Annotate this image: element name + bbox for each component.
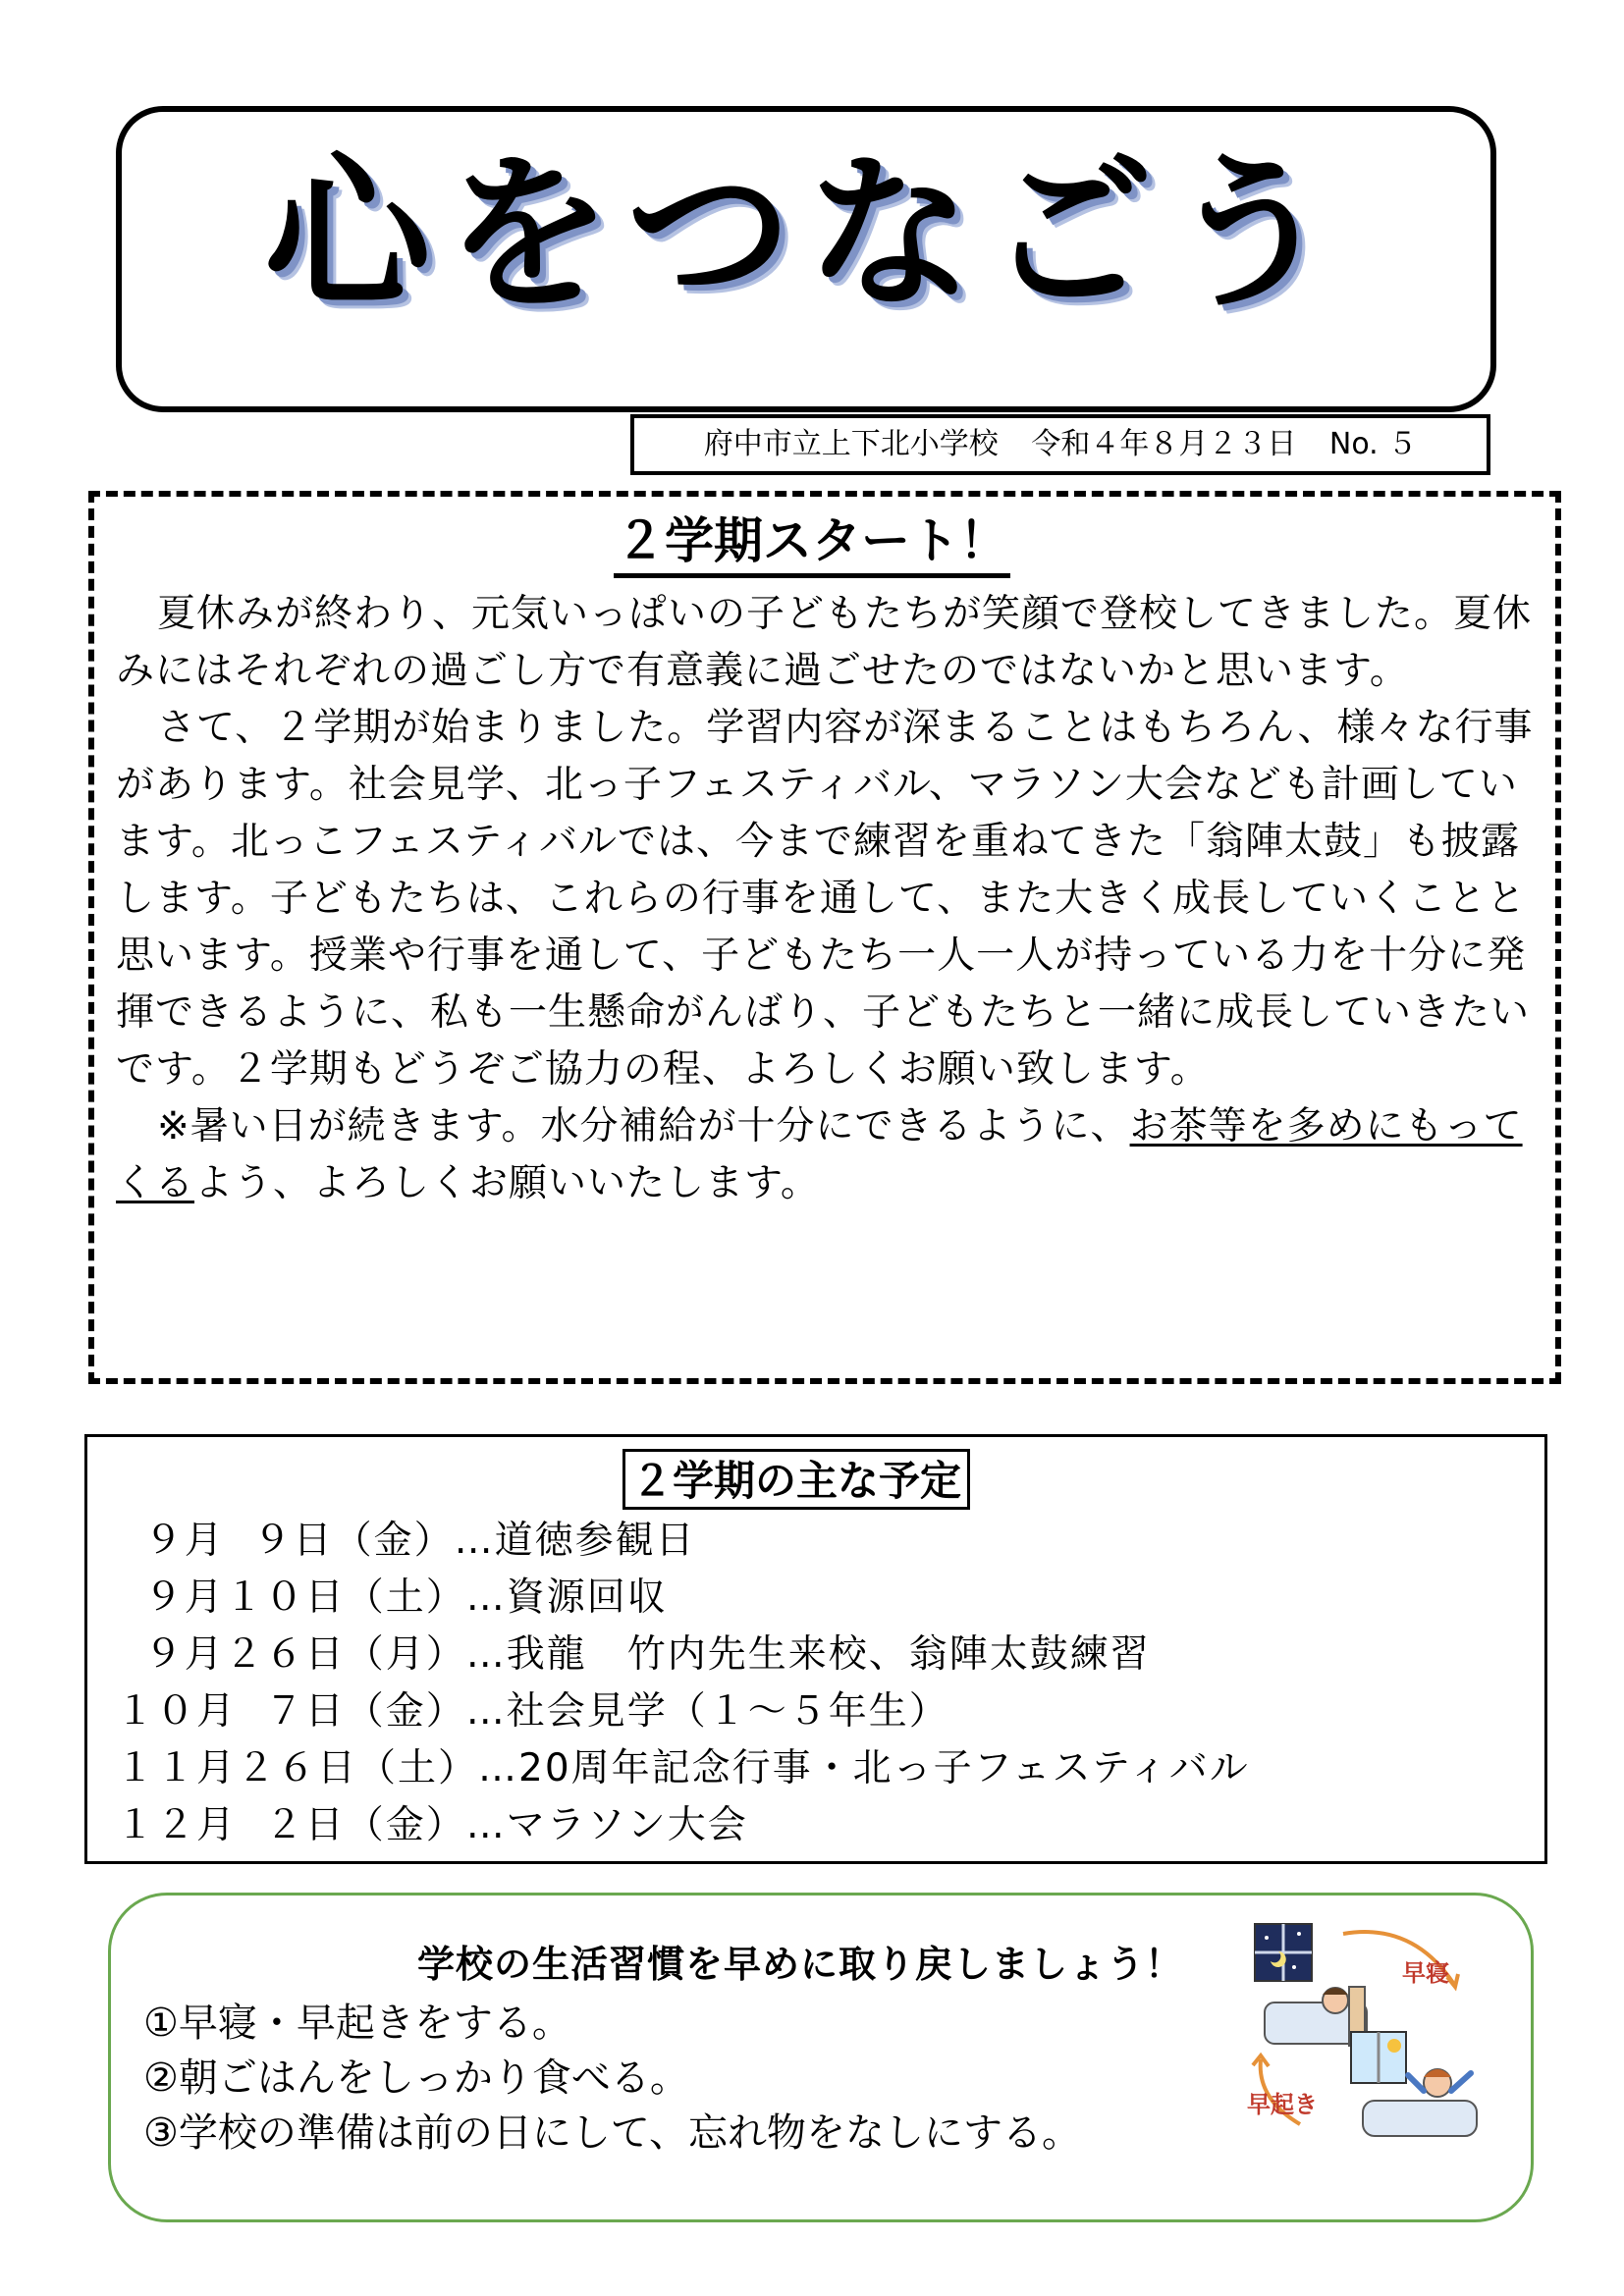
schedule-item: ９月１０日（土）…資源回収 bbox=[116, 1575, 668, 1620]
schedule-list bbox=[116, 1513, 1250, 1854]
notice-text-end: よう、よろしくお願いいたします。 bbox=[194, 1161, 820, 1205]
habit-item: ②朝ごはんをしっかり食べる。 bbox=[143, 2056, 689, 2101]
sleep-wake-cycle-illustration bbox=[1245, 1916, 1490, 2144]
school-name: 府中市立上下北小学校 bbox=[703, 427, 999, 461]
article-heading: ２学期スタート！ bbox=[614, 508, 1010, 578]
schedule-item: １１月２６日（土）…20周年記念行事・北っ子フェスティバル bbox=[116, 1746, 1250, 1790]
masthead-title: 心をつなごう bbox=[263, 137, 1348, 332]
issue-date: 令和４年８月２３日 bbox=[1031, 427, 1297, 461]
early-wake-label: 早起き bbox=[1247, 2091, 1318, 2118]
early-sleep-label: 早寝 bbox=[1402, 1959, 1449, 1987]
notice-text-start: ※暑い日が続きます。水分補給が十分にできるように、 bbox=[157, 1104, 1130, 1148]
schedule-item: １０月 ７日（金）…社会見学（１～５年生） bbox=[116, 1689, 949, 1734]
article-paragraph-1: 夏休みが終わり、元気いっぱいの子どもたちが笑顔で登校してきました。夏休みにはそれぞれの過ごし方で有意義に過ごせたのではないかと思います。 bbox=[116, 592, 1533, 693]
article-paragraph-2: さて、２学期が始まりました。学習内容が深まることはもちろん、様々な行事があります。社会見学、北っ子フェスティバル、マラソン大会なども計画しています。北っこフェスティバルでは、今まで練習を重ねてきた「翁陣太鼓」も披露します。子どもたちは、これらの行事を通して、また大きく成長していくことと思います。授業や行事を通して、子どもたち一人一人が持っている力を十分に発揮できるように、私も一生懸命がんばり、子どもたちと一緒に成長していきたいです。２学期もどうぞご協力の程、よろしくお願い致します。 bbox=[116, 706, 1534, 1092]
schedule-title: ２学期の主な予定 bbox=[623, 1449, 970, 1510]
notice-underlined-text: お茶等を多めにもってくる bbox=[116, 1104, 1523, 1205]
morning-window-icon bbox=[1351, 2032, 1406, 2083]
habit-item: ①早寝・早起きをする。 bbox=[143, 2001, 571, 2046]
article-paragraph-3 bbox=[116, 1098, 1540, 1212]
schedule-item: ９月２６日（月）…我龍 竹内先生来校、翁陣太鼓練習 bbox=[116, 1632, 1151, 1677]
article-heading-wrap bbox=[0, 508, 1624, 578]
article-body bbox=[116, 586, 1540, 1212]
issue-number: No. ５ bbox=[1328, 427, 1418, 461]
schedule-item: ９月 ９日（金）…道徳参観日 bbox=[116, 1519, 696, 1563]
night-window-icon bbox=[1255, 1924, 1312, 1981]
habits-title: 学校の生活習慣を早めに取り戻しましょう！ bbox=[417, 1943, 1184, 1986]
issue-info bbox=[630, 414, 1490, 475]
schedule-item: １２月 ２日（金）…マラソン大会 bbox=[116, 1803, 748, 1847]
habits-list bbox=[143, 1996, 1081, 2161]
masthead-box bbox=[116, 106, 1496, 412]
habit-item: ③学校の準備は前の日にして、忘れ物をなしにする。 bbox=[143, 2110, 1082, 2156]
